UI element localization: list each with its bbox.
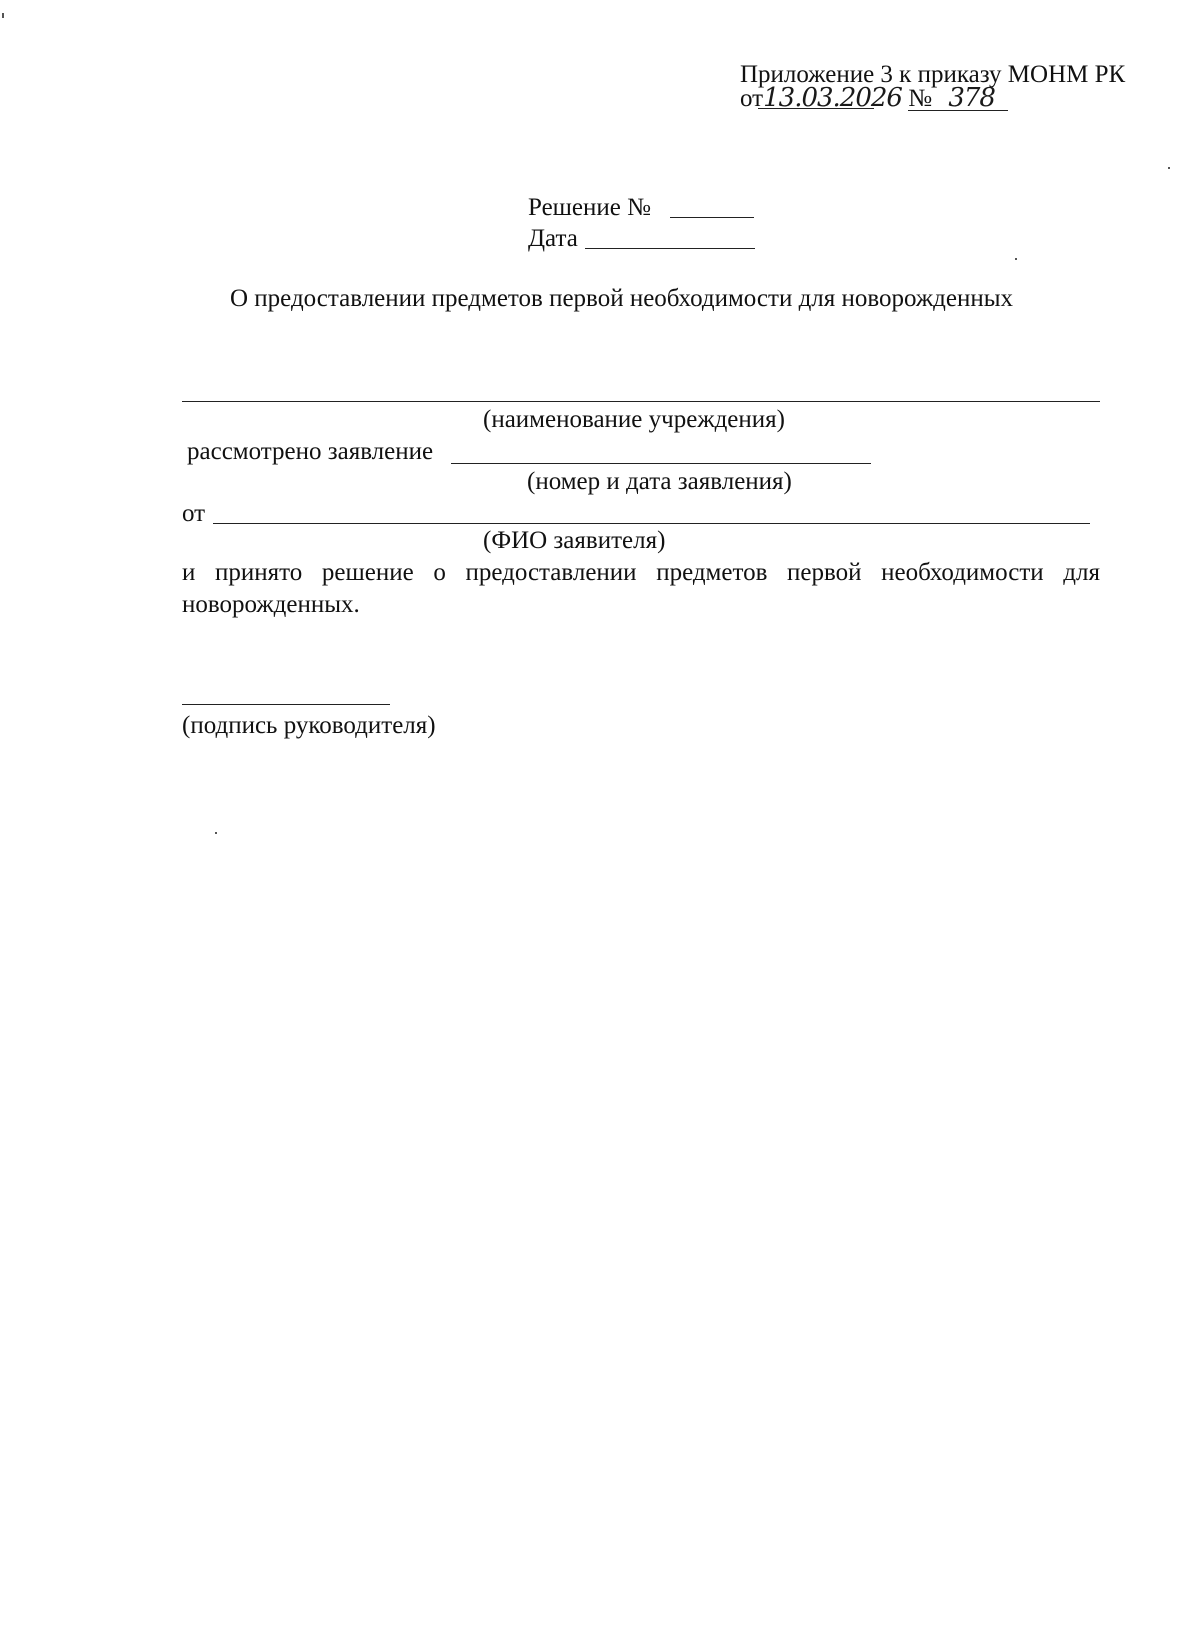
- number-prefix: №: [908, 85, 933, 112]
- institution-hint: (наименование учреждения): [483, 406, 785, 433]
- applicant-field: [213, 523, 1090, 524]
- application-hint: (номер и дата заявления): [527, 468, 792, 495]
- decision-date-field: [585, 248, 755, 249]
- handwritten-number: 378: [948, 83, 995, 113]
- from-prefix: от: [740, 85, 764, 112]
- institution-field: [182, 401, 1100, 402]
- scan-speck: [215, 832, 217, 834]
- annex-text: Приложение 3 к приказу МОНМ РК: [740, 61, 1126, 88]
- document-title: О предоставлении предметов первой необходимости для новорожденных: [230, 285, 1014, 312]
- scan-speck: [2, 13, 4, 18]
- signature-field: [182, 704, 390, 705]
- scan-speck: [1015, 258, 1017, 260]
- from-label: от: [182, 500, 206, 527]
- handwritten-date: 13.03.2026: [763, 83, 902, 113]
- scan-speck: [1168, 167, 1170, 169]
- signature-hint: (подпись руководителя): [182, 712, 436, 739]
- decision-number-field: [670, 217, 754, 218]
- application-field: [451, 463, 871, 464]
- applicant-hint: (ФИО заявителя): [483, 527, 666, 554]
- annex-date-underline: [758, 108, 874, 109]
- decision-date-label: Дата: [528, 225, 578, 252]
- reviewed-label: рассмотрено заявление: [187, 438, 434, 465]
- decision-paragraph: и принято решение о предоставлении предметов первой необходимости для новорожденных.: [182, 559, 1100, 618]
- decision-number-label: Решение №: [528, 194, 651, 221]
- annex-number-underline: [908, 110, 1008, 111]
